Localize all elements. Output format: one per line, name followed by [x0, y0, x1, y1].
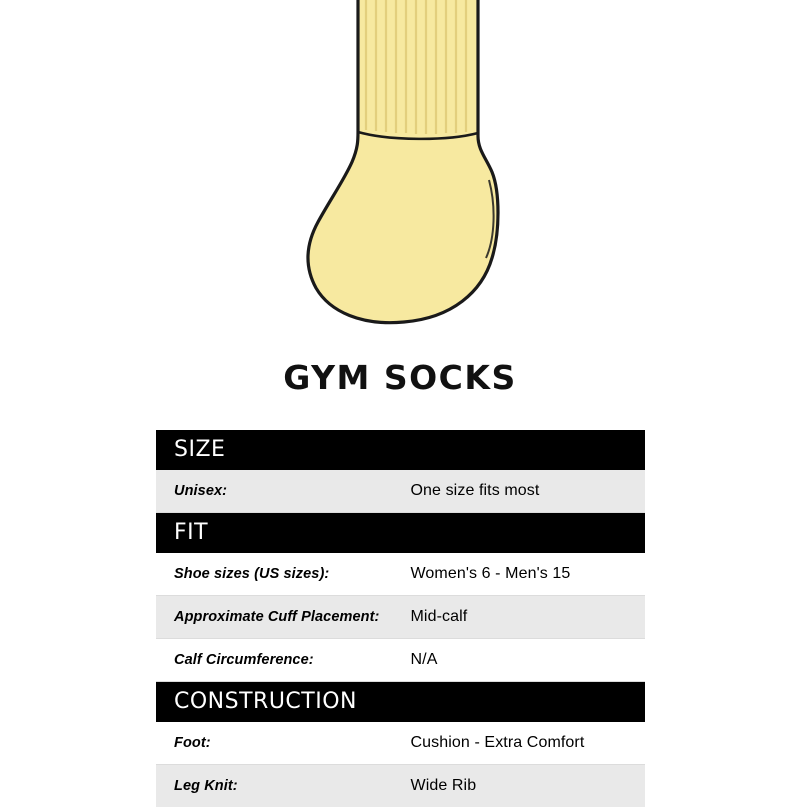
row-label-cuff-placement: Approximate Cuff Placement:: [156, 596, 401, 639]
row-label-calf-circumference: Calf Circumference:: [156, 639, 401, 682]
table-section-header: [156, 513, 645, 554]
section-heading-construction: CONSTRUCTION: [156, 682, 645, 723]
row-label-foot: Foot:: [156, 722, 401, 765]
size-spec-table: [156, 430, 645, 807]
row-label-unisex: Unisex:: [156, 470, 401, 513]
row-value-calf-circumference: N/A: [401, 639, 646, 682]
row-value-leg-knit: Wide Rib: [401, 765, 646, 807]
table-row: [156, 722, 645, 765]
gym-sock-illustration: [0, 0, 800, 350]
table-row: [156, 765, 645, 807]
row-value-shoe-sizes: Women's 6 - Men's 15: [401, 553, 646, 596]
table-row: [156, 553, 645, 596]
section-heading-fit: FIT: [156, 513, 645, 554]
row-label-leg-knit: Leg Knit:: [156, 765, 401, 807]
table-row: [156, 470, 645, 513]
row-value-foot: Cushion - Extra Comfort: [401, 722, 646, 765]
page-title: GYM SOCKS: [0, 358, 800, 397]
row-label-shoe-sizes: Shoe sizes (US sizes):: [156, 553, 401, 596]
section-heading-size: SIZE: [156, 430, 645, 470]
table-section-header: [156, 430, 645, 470]
row-value-unisex: One size fits most: [401, 470, 646, 513]
table-section-header: [156, 682, 645, 723]
table-row: [156, 596, 645, 639]
table-row: [156, 639, 645, 682]
row-value-cuff-placement: Mid-calf: [401, 596, 646, 639]
